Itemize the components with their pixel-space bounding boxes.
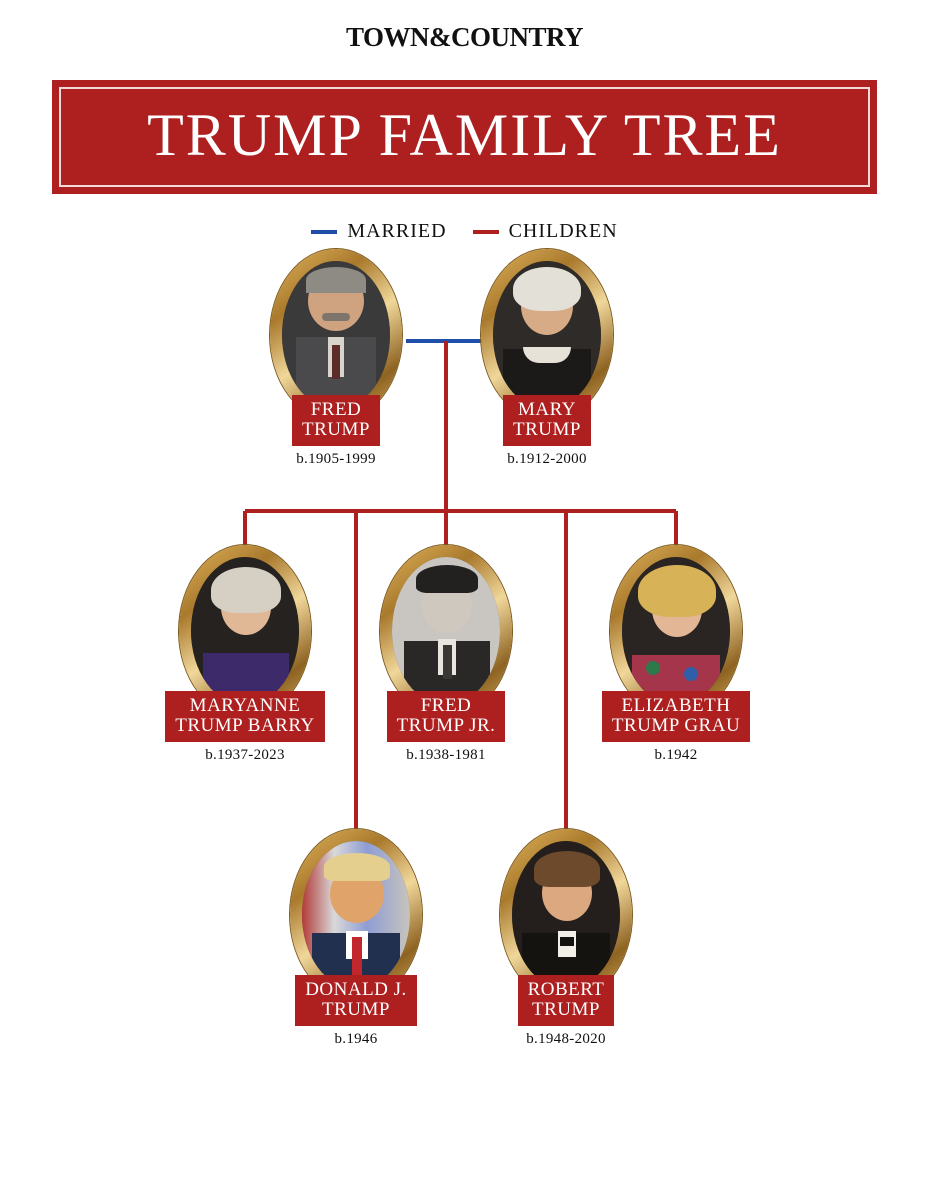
- name-plate-elizabeth-trump-grau: [602, 691, 750, 742]
- person-fred-trump[interactable]: [246, 249, 426, 468]
- photo-tie: [352, 937, 362, 975]
- name-line-2: TRUMP: [532, 998, 600, 1020]
- name-line-2: TRUMP: [322, 998, 390, 1020]
- photo-mustache: [322, 313, 350, 321]
- photo-bowtie: [560, 937, 574, 946]
- name-plate-donald-j-trump: [295, 975, 417, 1026]
- photo-hair: [534, 851, 600, 887]
- name-plate-fred-trump: [292, 395, 380, 446]
- photo-hair: [513, 267, 581, 311]
- years-fred-trump-jr: b.1938-1981: [406, 746, 486, 763]
- portrait-donald-j-trump: [302, 841, 410, 989]
- name-line-1: ROBERT: [527, 979, 605, 1000]
- photo-hair: [324, 853, 390, 881]
- name-line-1: FRED: [310, 399, 362, 420]
- portrait-fred-trump-jr: [392, 557, 500, 705]
- person-elizabeth-trump-grau[interactable]: [586, 545, 766, 764]
- photo-hair: [416, 565, 478, 593]
- name-line-1: MARY: [518, 399, 576, 420]
- years-elizabeth-trump-grau: b.1942: [654, 746, 698, 763]
- person-robert-trump[interactable]: [476, 829, 656, 1048]
- name-line-2: TRUMP GRAU: [611, 714, 741, 736]
- person-mary-trump[interactable]: [457, 249, 637, 468]
- years-mary-trump: b.1912-2000: [507, 450, 587, 467]
- legend-item-married: [311, 220, 446, 243]
- years-donald-j-trump: b.1946: [334, 1030, 378, 1047]
- portrait-maryanne-trump-barry: [191, 557, 299, 705]
- person-fred-trump-jr[interactable]: [356, 545, 536, 764]
- name-line-2: TRUMP JR.: [396, 714, 496, 736]
- name-line-1: DONALD J.: [305, 979, 407, 1000]
- photo-tie: [443, 645, 452, 679]
- photo-dress-pattern: [646, 661, 660, 675]
- name-line-2: TRUMP: [302, 418, 370, 440]
- portrait-elizabeth-trump-grau: [622, 557, 730, 705]
- name-line-2: TRUMP BARRY: [175, 714, 315, 736]
- person-donald-j-trump[interactable]: [266, 829, 446, 1048]
- legend-label-married: MARRIED: [347, 220, 447, 242]
- title-banner-inner-border: [59, 87, 870, 187]
- legend-item-children: [473, 220, 618, 243]
- children-line-swatch: [473, 230, 499, 234]
- publication-logo: TOWN&COUNTRY: [345, 22, 584, 52]
- name-line-1: MARYANNE: [189, 695, 301, 716]
- portrait-mary-trump: [493, 261, 601, 409]
- family-tree: [0, 249, 929, 1129]
- years-maryanne-trump-barry: b.1937-2023: [205, 746, 285, 763]
- name-line-1: FRED: [420, 695, 472, 716]
- legend-label-children: CHILDREN: [508, 220, 618, 242]
- portrait-fred-trump: [282, 261, 390, 409]
- photo-hair: [638, 565, 716, 617]
- photo-tie: [332, 345, 340, 379]
- photo-dress-pattern: [684, 667, 698, 681]
- photo-hair: [306, 267, 366, 293]
- years-fred-trump: b.1905-1999: [296, 450, 376, 467]
- portrait-robert-trump: [512, 841, 620, 989]
- years-robert-trump: b.1948-2020: [526, 1030, 606, 1047]
- name-plate-fred-trump-jr: [387, 691, 506, 742]
- photo-hair: [211, 567, 281, 613]
- name-plate-mary-trump: [503, 395, 591, 446]
- name-line-1: ELIZABETH: [621, 695, 731, 716]
- name-plate-maryanne-trump-barry: [165, 691, 324, 742]
- title-banner: [52, 80, 877, 194]
- page-title: TRUMP FAMILY TREE: [147, 102, 782, 168]
- married-line-swatch: [311, 230, 337, 234]
- person-maryanne-trump-barry[interactable]: [155, 545, 335, 764]
- name-plate-robert-trump: [518, 975, 615, 1026]
- name-line-2: TRUMP: [513, 418, 581, 440]
- legend: [0, 220, 929, 243]
